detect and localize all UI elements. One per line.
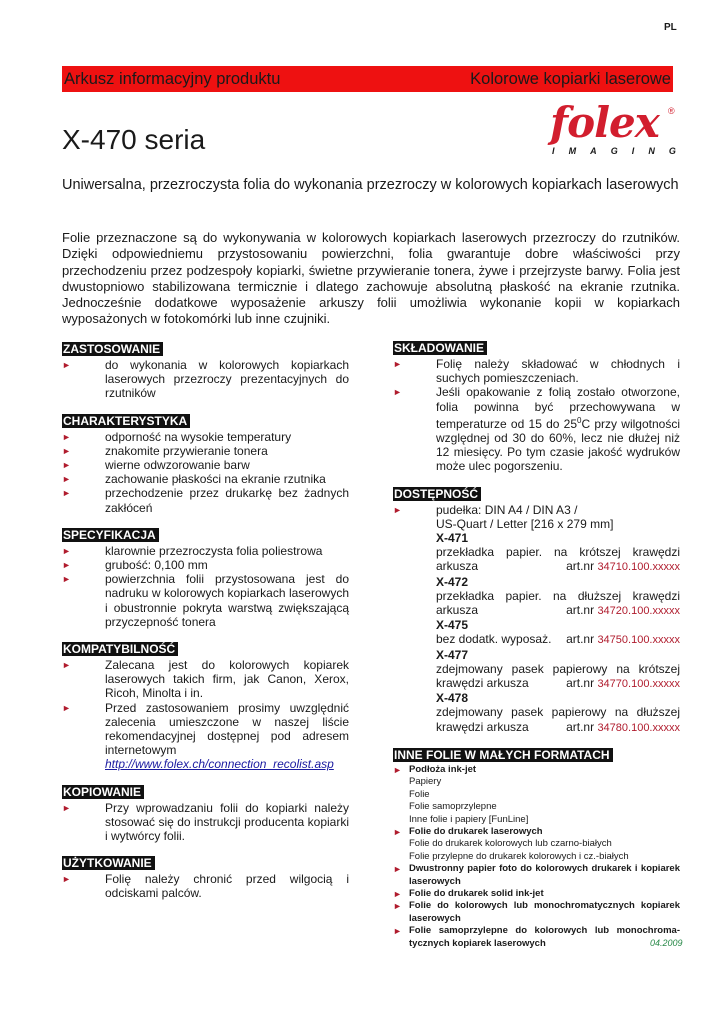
section-heading: ZASTOSOWANIE [62,342,163,356]
art-label: art.nr [566,603,595,618]
logo-letter: M [568,146,577,156]
list-item: ► klarownie przezroczysta folia poliestrowa [62,544,349,558]
art-code: 34770.100.xxxxx [597,678,680,691]
section-heading: KOPIOWANIE [62,785,144,799]
logo-letter: I [552,146,555,156]
art-label: art.nr [566,676,595,691]
art-code: 34720.100.xxxxx [597,605,680,618]
pack-line: ► pudełka: DIN A4 / DIN A3 / [436,502,578,517]
art-number [566,559,680,574]
list-item: ► Folie do kolorowych lub monochromatycznych kopiarek laserowych [393,900,680,925]
pack-line: US-Quart / Letter [216 x 279 mm] [436,516,614,531]
degree-sup: 0 [577,415,582,425]
product-desc: zdejmowany pasek papierowy na krótszej [436,661,680,676]
section-heading: SPECYFIKACJA [62,528,159,542]
list-item [62,701,349,772]
list-item: ► powierzchnia folii przystosowana jest do nadruku w kolorowych kopiarkach laserowych i obustronnie pokryta warstwą zwiększającą przyczepność tonera [62,572,349,629]
product-code: X-477 [436,647,469,662]
right-column [393,341,680,963]
product-desc: krawędzi arkusza [436,719,529,734]
art-code: 34750.100.xxxxx [597,634,680,647]
section-heading: CHARAKTERYSTYKA [62,414,190,428]
list-item: Folie do drukarek kolorowych lub czarno-białych [409,838,612,850]
header-banner [62,66,673,92]
logo-letter: N [648,146,655,156]
section-charakterystyka [62,414,349,515]
subtitle: Uniwersalna, przezroczysta folia do wykonania przezroczy w kolorowych kopiarkach laserowych [62,177,679,193]
art-label: art.nr [566,632,595,647]
product-code: X-472 [436,574,469,589]
list-item: ► Folię należy chronić przed wilgocią i odciskami palców. [62,872,349,900]
list-item-text: Przed zastosowaniem prosimy uwzględnić zalecenia umieszczone w naszej liście rekomendacyjnej dostępnej pod adresem internetowym [105,700,349,758]
registered-mark: ® [668,106,675,116]
banner-left-text: Arkusz informacyjny produktu [64,69,281,88]
date-stamp: 04.2009 [650,938,683,948]
list-item: Papiery [409,776,442,788]
art-number [566,676,680,691]
product-desc: bez dodatk. wyposaż. [436,632,552,647]
list-item: ► Zalecana jest do kolorowych kopiarek laserowych takich firm, jak Canon, Xerox, Ricoh, Minolta i in. [62,658,349,701]
section-heading: SKŁADOWANIE [393,341,487,355]
product-art-row [436,559,680,574]
list-item: ► grubość: 0,100 mm [62,558,349,572]
logo-letter: A [590,146,597,156]
product-art-row [436,603,680,618]
art-label: art.nr [566,719,595,734]
section-kopiowanie [62,785,349,844]
list-item-text: C przy wilgotności względnej od 30 do 60%, lecz nie dłużej niż 12 miesięcy. Po tym czasie jakość wydruków może ulec pogorszeniu. [436,416,680,474]
section-zastosowanie [62,342,349,401]
logo-letter: I [631,146,635,156]
art-number [566,603,680,618]
list-item: ► Przy wprowadzaniu folii do kopiarki należy stosować się do instrukcji producenta kopiarki i wytwórcy folii. [62,801,349,844]
left-column [62,342,349,914]
list-item: ► do wykonania w kolorowych kopiarkach laserowych przezroczy prezentacyjnych do rzutników [62,358,349,401]
list-item: ► odporność na wysokie temperatury [62,430,349,444]
list-item [393,385,680,473]
list-item-text: Jeśli opakowanie z folią zostało otworzone, folia powinna być przechowywana w temperaturze od 15 do 25 [436,385,680,431]
list-item [393,503,680,735]
logo-word: folex [550,98,659,147]
product-code: X-471 [436,531,469,546]
section-kompatybilnosc [62,642,349,772]
product-code: X-478 [436,691,469,706]
list-item: ► przechodzenie przez drukarkę bez żadnych zakłóceń [62,486,349,514]
list-item: Folie samoprzylepne [409,801,497,813]
section-dostepnosc [393,487,680,735]
logo-letter: G [610,146,618,156]
logo-letter: G [668,146,676,156]
product-desc: arkusza [436,603,479,618]
product-list [436,531,680,735]
product-desc: krawędzi arkusza [436,676,529,691]
product-desc: przekładka papier. na dłuższej krawędzi [436,588,680,603]
product-code: X-475 [436,618,469,633]
art-label: art.nr [566,559,595,574]
other-products-list [393,764,680,950]
list-item: ► zachowanie płaskości na ekranie rzutnika [62,472,349,486]
section-skladowanie [393,341,680,474]
list-item: Folie [409,788,430,800]
list-item: ► Folię należy składować w chłodnych i suchych pomieszczeniach. [393,357,680,385]
product-desc: zdejmowany pasek papierowy na dłuższej [436,705,680,720]
recolist-link[interactable]: http://www.folex.ch/connection_recolist.asp [105,757,334,772]
list-item: ► Dwustronny papier foto do kolorowych drukarek i kopiarek laserowych [393,863,680,888]
list-item: ► Folie samoprzylepne do kolorowych lub monochroma-tycznych kopiarek laserowych [393,925,680,950]
section-heading: KOMPATYBILNOŚĆ [62,642,178,656]
art-code: 34780.100.xxxxx [597,721,680,734]
product-desc: arkusza [436,559,479,574]
logo-imaging [552,146,676,156]
list-item: Inne folie i papiery [FunLine] [409,813,529,825]
section-heading: UŻYTKOWANIE [62,856,155,870]
art-number [566,632,680,647]
section-inne [393,748,680,950]
intro-paragraph: Folie przeznaczone są do wykonywania w kolorowych kopiarkach laserowych przezroczy do rzutników. Dzięki odpowiedniemu przystosowaniu powierzchni, folia gwarantuje dobre właściwości przy przechodzeniu przez podzespoły kopiarki, świetne przywieranie tonera, żywe i przejrzyste barwy. Folia jest dwustopniowo stabilizowana termicznie i dlatego zachowuje absolutną płaskość na ekranie rzutnika. Jednocześnie dodatkowe wyposażenie arkuszy folii umożliwia wykonanie kopii w kopiarkach wyposażonych w fotokomórki lub inne czujniki. [62,230,680,327]
section-specyfikacja [62,528,349,629]
folex-logo [548,98,678,162]
list-item: ► Podłoża ink-jet [393,764,680,776]
list-item: ► Folie do drukarek solid ink-jet [393,888,680,900]
art-number [566,720,680,735]
list-item: ► znakomite przywieranie tonera [62,444,349,458]
product-art-row [436,676,680,691]
language-code: PL [664,22,677,33]
list-item: ► wierne odwzorowanie barw [62,458,349,472]
section-heading: INNE FOLIE W MAŁYCH FORMATACH [393,748,613,762]
list-item: Folie przylepne do drukarek kolorowych i cz.-białych [409,850,629,862]
art-code: 34710.100.xxxxx [597,561,680,574]
section-uzytkowanie [62,856,349,900]
page-title: X-470 seria [62,124,206,155]
product-art-row [436,632,680,647]
banner-right-text: Kolorowe kopiarki laserowe [470,69,671,88]
list-item: ► Folie do drukarek laserowych [393,826,680,838]
product-art-row [436,720,680,735]
section-heading: DOSTĘPNOŚĆ [393,487,481,501]
product-desc: przekładka papier. na krótszej krawędzi [436,545,680,560]
